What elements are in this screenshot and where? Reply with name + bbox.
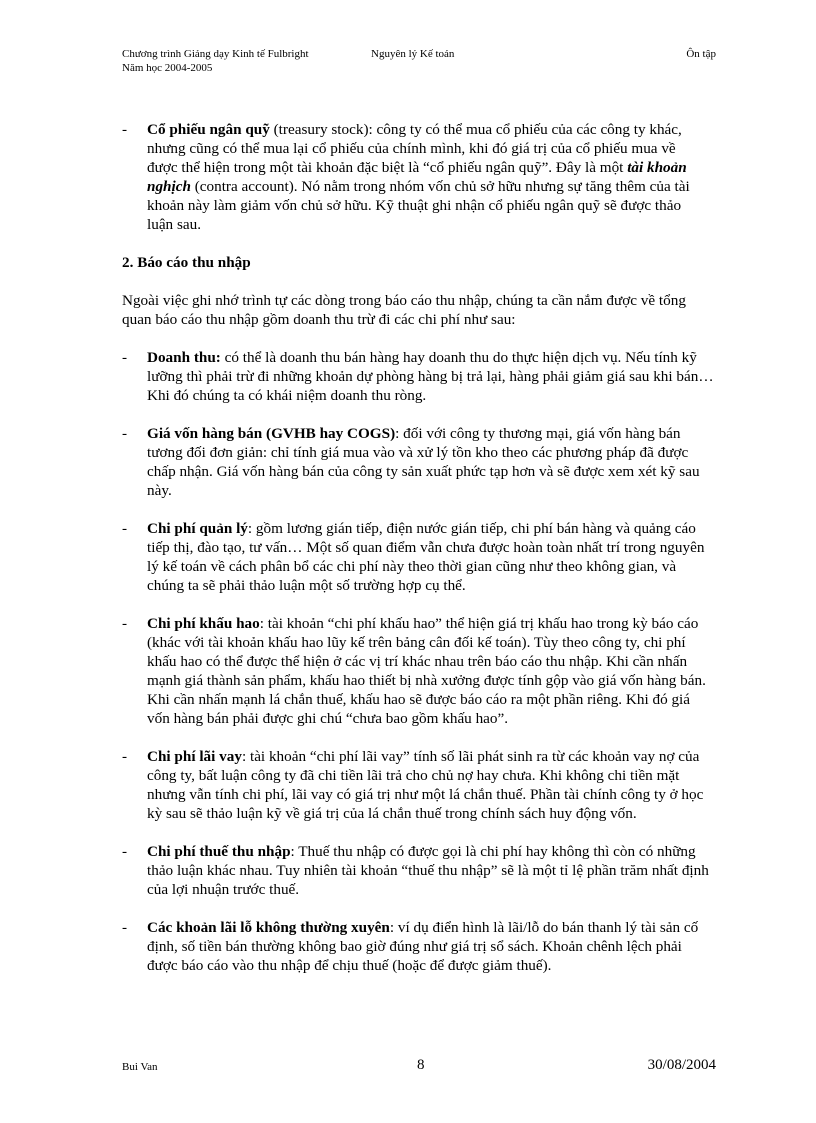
section-intro: Ngoài việc ghi nhớ trình tự các dòng trong báo cáo thu nhập, chúng ta cần nắm được về tổng quan báo cáo thu nhập gồm doanh thu trừ đi các chi phí như sau: (122, 292, 686, 328)
term-revenue: Doanh thu: (147, 349, 221, 366)
list-item-interest (122, 747, 716, 823)
text-interest: : tài khoản “chi phí lãi vay” tính số lãi phát sinh ra từ các khoản vay nợ của công ty, bất luận công ty đã chi tiền lãi trả cho chủ nợ hay chưa. Khi không chi tiền mặt nhưng vẫn tính chi phí, lãi vay có giá trị như một lá chắn thuế. Phần tài chính công ty ở học kỳ sau sẽ thảo luận kỹ về giá trị của lá chắn thuế trong chính sách huy động vốn. (147, 748, 704, 822)
list-item-treasury-stock (122, 120, 716, 234)
page-body (122, 120, 716, 994)
page-footer (122, 1057, 716, 1077)
list-item-revenue (122, 348, 716, 405)
text-depreciation: : tài khoản “chi phí khấu hao” thể hiện giá trị khấu hao trong kỳ báo cáo (khác với tài khoản khấu hao lũy kế trên bảng cân đối kế toán). Tùy theo công ty, chi phí khấu hao có thể được thể hiện ở các vị trí khác nhau trên báo cáo thu nhập. Khi cần nhấn mạnh giá thành sản phẩm, khấu hao thiết bị nhà xưởng được tính gộp vào giá vốn hàng bán. Khi cần nhấn mạnh lá chắn thuế, khấu hao sẽ được báo cáo ra một phần riêng. Khi đó giá vốn hàng bán phải được ghi chú “chưa bao gồm khấu hao”. (147, 615, 706, 727)
bullet-dash: - (122, 615, 128, 632)
header-year: Năm học 2004-2005 (122, 62, 213, 74)
bullet-dash: - (122, 520, 128, 537)
text-cogs: : đối với công ty thương mại, giá vốn hàng bán tương đối đơn giản: chỉ tính giá mua vào và xử lý tồn kho theo các phương pháp đã được chấp nhận. Giá vốn hàng bán của công ty sản xuất phức tạp hơn và sẽ được xem xét kỹ sau này. (147, 425, 700, 499)
list-item-cogs (122, 424, 716, 500)
list-item-admin-expense (122, 519, 716, 595)
header-course: Nguyên lý Kế toán (371, 48, 455, 60)
list-item-irregular-gains (122, 918, 716, 975)
header-program: Chương trình Giảng dạy Kinh tế Fulbright (122, 48, 309, 60)
text-treasury-stock-2: (contra account). Nó nằm trong nhóm vốn chủ sở hữu nhưng sự tăng thêm của tài khoản này làm giảm vốn chủ sở hữu. Kỹ thuật ghi nhận cổ phiếu ngân quỹ sẽ được thảo luận sau. (147, 178, 690, 233)
bullet-dash: - (122, 425, 128, 442)
list-item-income-tax (122, 842, 716, 899)
page-header (122, 47, 716, 75)
term-cogs: Giá vốn hàng bán (GVHB hay COGS) (147, 425, 396, 442)
bullet-dash: - (122, 919, 128, 936)
term-income-tax: Chi phí thuế thu nhập (147, 843, 291, 860)
term-interest: Chi phí lãi vay (147, 748, 242, 765)
term-treasury-stock: Cổ phiếu ngân quỹ (147, 121, 270, 138)
bullet-dash: - (122, 748, 128, 765)
footer-date: 30/08/2004 (647, 1057, 716, 1073)
header-section: Ôn tập (686, 48, 716, 60)
text-irregular-gains: : ví dụ điển hình là lãi/lỗ do bán thanh lý tài sản cố định, số tiền bán thường không bao giờ đúng như giá trị sổ sách. Khoản chênh lệch phải được báo cáo vào thu nhập để chịu thuế (hoặc để được giảm thuế). (147, 919, 699, 974)
footer-author: Bui Van (122, 1061, 158, 1073)
term-contra-account: tài khoản nghịch (147, 159, 687, 195)
text-revenue: có thể là doanh thu bán hàng hay doanh thu do thực hiện dịch vụ. Nếu tính kỹ lưỡng thì phải trừ đi những khoản dự phòng hàng bị trả lại, hàng phải giảm giá sau khi bán… Khi đó chúng ta có khái niệm doanh thu ròng. (147, 349, 714, 404)
text-treasury-stock-1: (treasury stock): công ty có thể mua cổ phiếu của các công ty khác, nhưng cũng có thể mua lại cổ phiếu của chính mình, khi đó giá trị của cổ phiếu mua về được thể hiện trong một tài khoản đặc biệt là “cổ phiếu ngân quỹ”. Đây là một (147, 121, 682, 176)
term-irregular-gains: Các khoản lãi lỗ không thường xuyên (147, 919, 390, 936)
list-item-depreciation (122, 614, 716, 728)
text-income-tax: : Thuế thu nhập có được gọi là chi phí hay không thì còn có những thảo luận khác nhau. Tuy nhiên tài khoản “thuế thu nhập” sẽ là một tỉ lệ phần trăm nhất định của lợi nhuận trước thuế. (147, 843, 709, 898)
text-admin-expense: : gồm lương gián tiếp, điện nước gián tiếp, chi phí bán hàng và quảng cáo tiếp thị, đào tạo, tư vấn… Một số quan điểm vẫn chưa được hoàn toàn nhất trí trong nguyên lý kế toán về cách phân bổ các chi phí này theo thời gian cũng như theo không gian, và chúng ta sẽ phải thảo luận một số trường hợp cụ thể. (147, 520, 705, 594)
bullet-dash: - (122, 349, 128, 366)
section-title-income-statement: 2. Báo cáo thu nhập (122, 254, 251, 271)
term-admin-expense: Chi phí quản lý (147, 520, 248, 537)
page-number: 8 (417, 1057, 425, 1073)
term-depreciation: Chi phí khấu hao (147, 615, 260, 632)
bullet-dash: - (122, 843, 128, 860)
bullet-dash: - (122, 121, 128, 138)
